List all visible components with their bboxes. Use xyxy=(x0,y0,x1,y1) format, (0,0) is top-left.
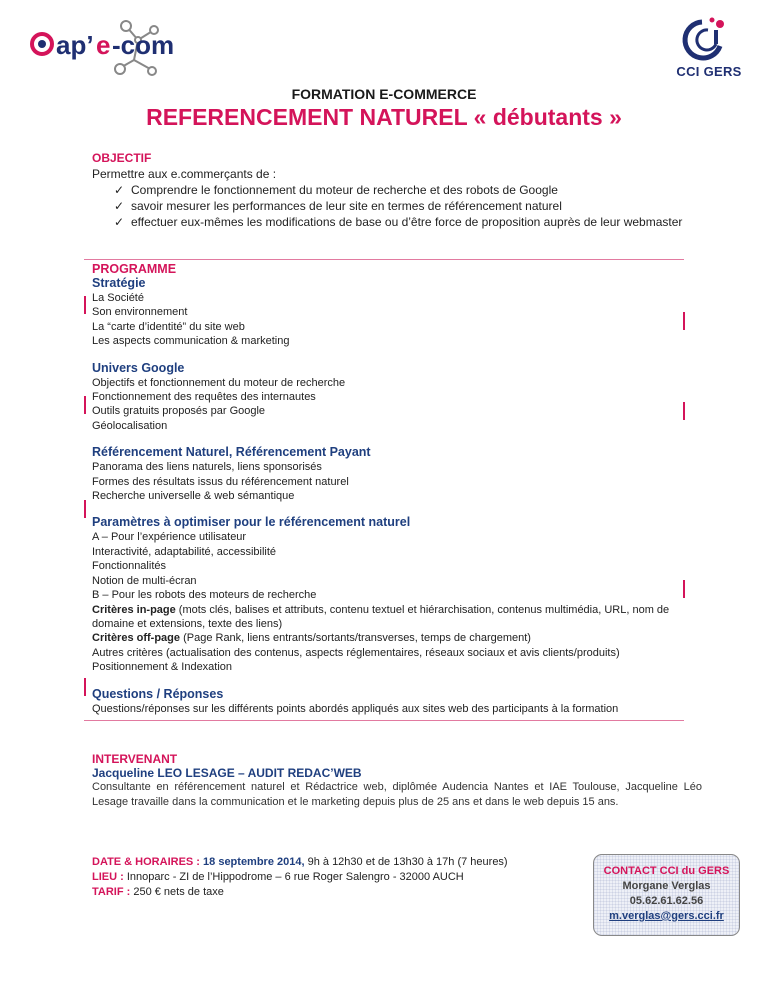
programme-group-referencement xyxy=(92,445,682,503)
frame-mark xyxy=(84,296,86,314)
group-line: Interactivité, adaptabilité, accessibilité xyxy=(92,545,277,558)
lieu-label: LIEU : xyxy=(92,871,124,883)
group-line: Autres critères (actualisation des contenus, aspects réglementaires, réseaux sociaux et avis clients/produits) xyxy=(92,646,620,659)
capecom-logo xyxy=(30,14,190,84)
page-title: REFERENCEMENT NATUREL « débutants » xyxy=(146,104,622,130)
cci-logo-text: CCI GERS xyxy=(676,64,742,79)
intervenant-section xyxy=(92,752,702,809)
group-line: Recherche universelle & web sémantique xyxy=(92,490,295,503)
intervenant-heading: INTERVENANT xyxy=(92,752,178,766)
frame-mark xyxy=(84,500,86,518)
programme-group-strategie xyxy=(92,276,682,349)
tarif-label: TARIF : xyxy=(92,886,131,898)
group-line-rich xyxy=(92,603,682,632)
contact-email-link[interactable]: m.verglas@gers.cci.fr xyxy=(609,910,724,922)
contact-title: CONTACT CCI du GERS xyxy=(603,865,730,877)
checkmark-icon: ✓ xyxy=(114,183,125,197)
checkmark-icon: ✓ xyxy=(114,215,125,229)
checkmark-icon: ✓ xyxy=(114,199,125,213)
objectif-list xyxy=(92,182,692,230)
group-line: Les aspects communication & marketing xyxy=(92,335,290,348)
frame-mark xyxy=(683,402,685,420)
objectif-item-text: Comprendre le fonctionnement du moteur de recherche et des robots de Google xyxy=(131,183,558,197)
group-title: Paramètres à optimiser pour le référencement naturel xyxy=(92,515,411,530)
date-hours: 9h à 12h30 et de 13h30 à 17h (7 heures) xyxy=(304,856,508,868)
group-line: La Société xyxy=(92,292,144,304)
list-item xyxy=(112,182,692,198)
intervenant-name: Jacqueline LEO LESAGE – AUDIT REDAC’WEB xyxy=(92,766,362,780)
group-line: Panorama des liens naturels, liens sponsorisés xyxy=(92,461,322,474)
frame-mark xyxy=(683,580,685,598)
objectif-heading: OBJECTIF xyxy=(92,151,152,165)
criteria-text: (mots clés, balises et attributs, contenu textuel et hiérarchisation, contenus multimédia, URL, nom de domaine et extensions, texte des liens) xyxy=(92,603,670,630)
frame-mark xyxy=(84,396,86,414)
objectif-item-text: effectuer eux-mêmes les modifications de base ou d’être force de proposition auprès de leur webmaster xyxy=(131,215,683,229)
group-line: La “carte d’identité” du site web xyxy=(92,320,245,333)
criteria-label: Critères in-page xyxy=(92,603,176,616)
criteria-label: Critères off-page xyxy=(92,632,181,645)
programme-group-parametres xyxy=(92,515,682,674)
frame-mark xyxy=(683,312,685,330)
group-title: Stratégie xyxy=(92,276,146,290)
group-line: Notion de multi-écran xyxy=(92,574,197,587)
group-line: B – Pour les robots des moteurs de recherche xyxy=(92,589,317,602)
infos-section xyxy=(92,855,562,900)
criteria-text: (Page Rank, liens entrants/sortants/transverses, temps de chargement) xyxy=(180,632,531,645)
programme-heading: PROGRAMME xyxy=(92,262,177,276)
group-line: Positionnement & Indexation xyxy=(92,661,233,674)
objectif-intro: Permettre aux e.commerçants de : xyxy=(92,167,277,181)
page-subtitle: FORMATION E-COMMERCE xyxy=(291,86,477,102)
frame-mark xyxy=(84,678,86,696)
tarif-value: 250 € nets de taxe xyxy=(130,886,224,898)
svg-text:e: e xyxy=(96,30,111,60)
date-value: 18 septembre 2014, xyxy=(203,856,305,868)
group-title: Référencement Naturel, Référencement Payant xyxy=(92,445,371,460)
list-item xyxy=(112,214,692,230)
group-line: Questions/réponses sur les différents points abordés appliqués aux sites web des participants à la formation xyxy=(92,702,619,715)
svg-text:ap’: ap’ xyxy=(56,30,94,60)
objectif-section xyxy=(92,150,692,230)
objectif-item-text: savoir mesurer les performances de leur site en termes de référencement naturel xyxy=(131,199,562,213)
programme-group-questions xyxy=(92,687,682,716)
group-title: Questions / Réponses xyxy=(92,686,224,701)
contact-phone: 05.62.61.62.56 xyxy=(629,895,704,907)
group-line: Objectifs et fonctionnement du moteur de recherche xyxy=(92,376,346,389)
lieu-line xyxy=(92,870,562,885)
tarif-line xyxy=(92,885,562,900)
list-item xyxy=(112,198,692,214)
contact-box xyxy=(593,854,740,936)
date-line xyxy=(92,855,562,870)
date-label: DATE & HORAIRES : xyxy=(92,856,200,868)
group-line: Son environnement xyxy=(92,306,188,319)
group-line-rich xyxy=(92,631,682,645)
svg-text:-com: -com xyxy=(112,30,175,60)
group-line: Fonctionnalités xyxy=(92,560,166,573)
group-line: Géolocalisation xyxy=(92,419,168,432)
programme-section xyxy=(92,262,682,716)
group-line: Formes des résultats issus du référencement naturel xyxy=(92,475,349,488)
group-line: A – Pour l’expérience utilisateur xyxy=(92,531,247,544)
programme-group-google xyxy=(92,361,682,434)
group-line: Fonctionnement des requêtes des internautes xyxy=(92,391,316,404)
group-line: Outils gratuits proposés par Google xyxy=(92,405,266,418)
intervenant-description: Consultante en référencement naturel et Rédactrice web, diplômée Audencia Nantes et IAE Toulouse, Jacqueline Léo Lesage travaille dans la communication et le marketing depuis plus de 25 ans et dans le web depuis 15 ans. xyxy=(92,781,702,808)
group-title: Univers Google xyxy=(92,360,185,375)
contact-name: Morgane Verglas xyxy=(622,880,711,892)
lieu-value: Innoparc - ZI de l’Hippodrome – 6 rue Roger Salengro - 32000 AUCH xyxy=(123,871,464,883)
